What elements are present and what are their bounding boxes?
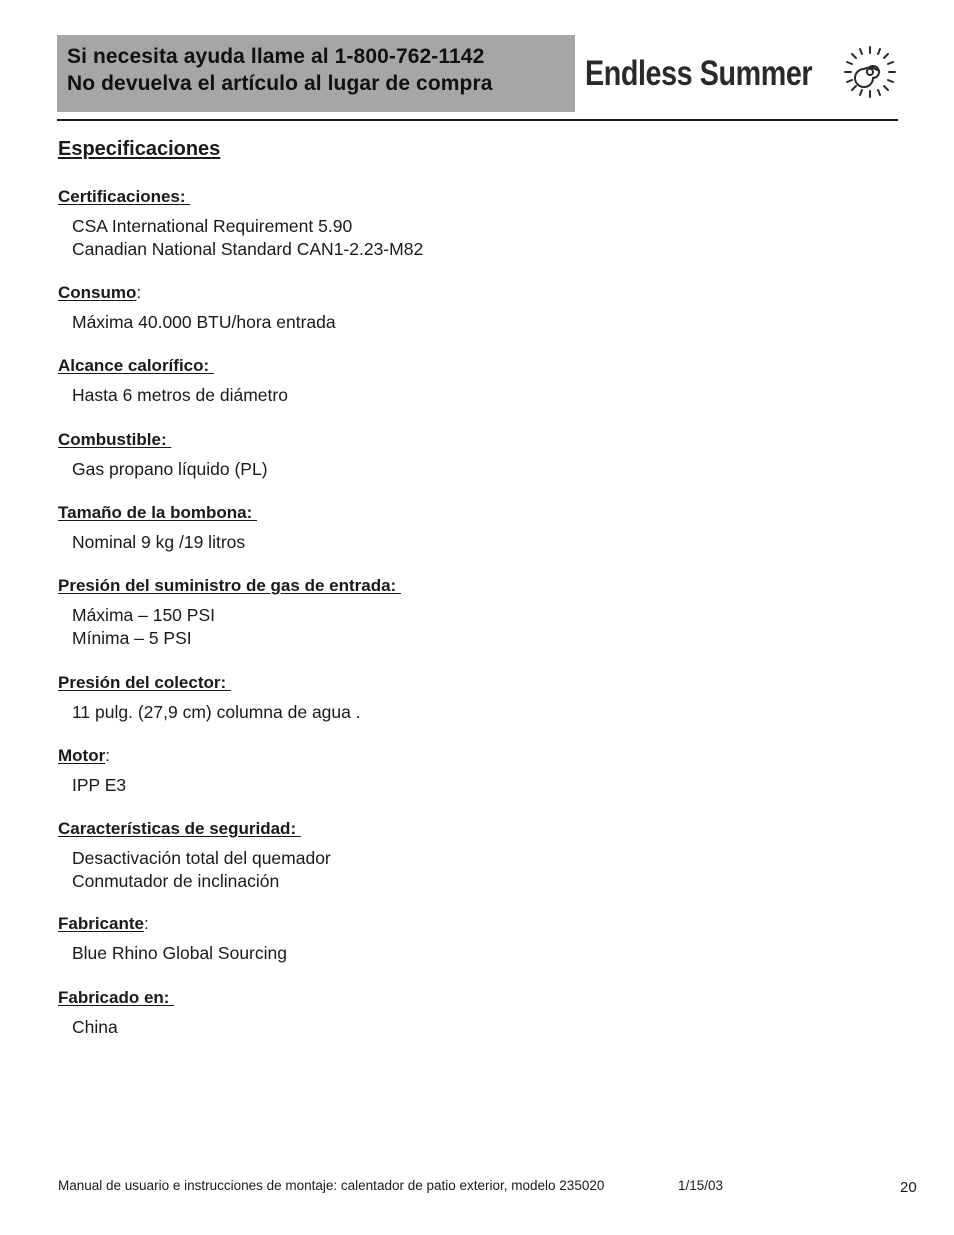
spec-value-line: Hasta 6 metros de diámetro [72,385,288,405]
spec-values [58,531,257,554]
spec-label [58,673,361,693]
spec-label-colon: : [143,914,149,933]
spec-values [58,311,336,334]
spec-section [58,283,336,334]
spec-label [58,187,423,207]
spec-label [58,746,126,766]
help-phone-line: Si necesita ayuda llame al 1-800-762-1142 [67,45,485,68]
spec-label-colon: : [136,283,142,302]
spec-label-text: Características de seguridad: [58,819,301,838]
brand-logo-text: Endless Summer [585,54,813,93]
spec-value-line: Máxima – 150 PSI [72,605,215,625]
spec-label-text: Alcance calorífico: [58,356,214,375]
spec-label [58,430,268,450]
spec-section [58,819,331,893]
spec-section [58,988,174,1039]
spec-label-text: Tamaño de la bombona: [58,503,257,522]
spec-label [58,283,336,303]
spec-value-line: Desactivación total del quemador [72,848,331,868]
spec-section [58,673,361,724]
spec-value-line: IPP E3 [72,775,127,795]
spec-value-line: Blue Rhino Global Sourcing [72,943,287,963]
spec-label [58,576,401,596]
spec-values [58,215,423,261]
sun-spiral-icon [842,44,898,100]
spec-section [58,914,287,965]
spec-label [58,356,288,376]
spec-values [58,847,331,893]
spec-section [58,430,268,481]
spec-values [58,604,401,650]
spec-values [58,1016,174,1039]
header-divider [57,119,898,121]
spec-label [58,819,331,839]
spec-section [58,356,288,407]
spec-section [58,746,126,797]
spec-value-line: CSA International Requirement 5.90 [72,216,353,236]
spec-value-line: Mínima – 5 PSI [72,628,192,648]
spec-values [58,942,287,965]
page-title: Especificaciones [58,138,221,160]
spec-label-text: Fabricado en: [58,988,175,1007]
spec-label [58,914,287,934]
spec-section [58,187,423,261]
spec-label-text: Motor [58,746,106,765]
spec-value-line: Canadian National Standard CAN1-2.23-M82 [72,239,424,259]
footer-manual-title: Manual de usuario e instrucciones de montaje: calentador de patio exterior, modelo 235020 [58,1178,605,1193]
footer-date: 1/15/03 [678,1178,724,1193]
spec-value-line: 11 pulg. (27,9 cm) columna de agua . [72,702,361,722]
spec-values [58,774,126,797]
spec-value-line: Nominal 9 kg /19 litros [72,532,246,552]
spec-label-text: Combustible: [58,430,172,449]
spec-label [58,988,174,1008]
spec-value-line: Conmutador de inclinación [72,871,280,891]
spec-label-text: Certificaciones: [58,187,191,206]
spec-values [58,458,268,481]
spec-section [58,576,401,650]
spec-values [58,701,361,724]
page-number: 20 [900,1179,917,1196]
spec-value-line: Máxima 40.000 BTU/hora entrada [72,312,336,332]
spec-value-line: Gas propano líquido (PL) [72,459,268,479]
spec-label-colon: : [105,746,110,765]
spec-values [58,384,288,407]
spec-label-text: Consumo [58,283,137,302]
spec-value-line: China [72,1017,118,1037]
spec-section [58,503,257,554]
spec-label-text: Fabricante [58,914,144,933]
spec-label-text: Presión del suministro de gas de entrada: [58,576,401,595]
spec-label-text: Presión del colector: [58,673,231,692]
spec-label [58,503,257,523]
return-notice-line: No devuelva el artículo al lugar de compra [67,72,493,95]
